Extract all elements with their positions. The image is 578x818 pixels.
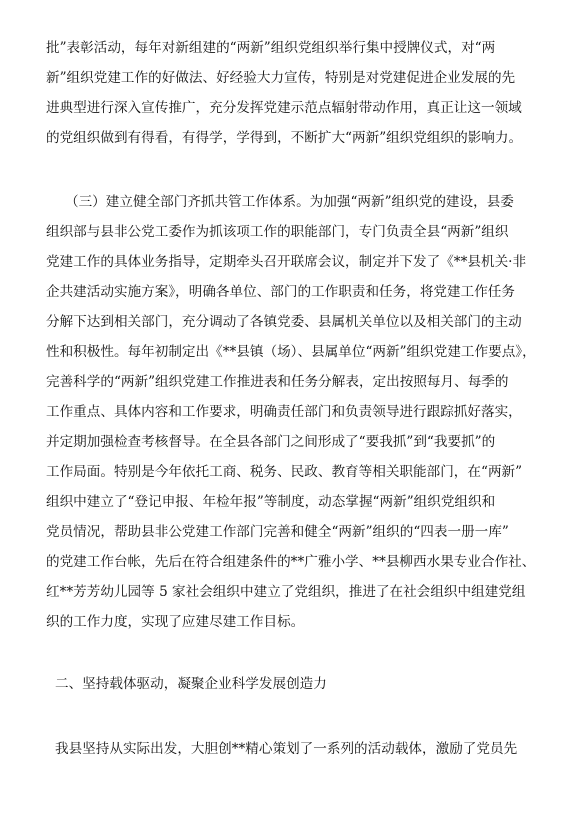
paragraph-line <box>0 95 578 121</box>
paragraph-line <box>0 309 578 335</box>
heading-text: 二、坚持载体驱动，凝聚企业科学发展创造力 <box>55 676 327 692</box>
text-line: 红**芳芳幼儿园等 5 家社会组织中建立了党组织，推进了在社会组织中组建党组 <box>46 584 526 600</box>
text-line: 党建工作的具体业务指导，定期牵头召开联席会议，制定并下发了《**县机关·非 <box>46 254 527 270</box>
text-line: 分解下达到相关部门，充分调动了各镇党委、县属机关单位以及相关部门的主动 <box>46 314 522 330</box>
text-line: 性和积极性。每年初制定出《**县镇（场）、县属单位“两新”组织党建工作要点》， <box>46 344 536 360</box>
text-line: 批”表彰活动，每年对新组建的“两新”组织党组织举行集中授牌仪式，对“两 <box>46 40 496 56</box>
text-line: 党员情况，帮助县非公党建工作部门完善和健全“两新”组织的“四表一册一库” <box>46 524 509 540</box>
paragraph-line <box>0 279 578 305</box>
paragraph-line <box>0 369 578 395</box>
text-line: 的党建工作台帐，先后在符合组建条件的**广雅小学、**县柳西水果专业合作社、 <box>46 554 536 570</box>
paragraph-line <box>0 65 578 91</box>
text-line: （三）建立健全部门齐抓共管工作体系。为加强“两新”组织党的建设，县委 <box>65 194 514 210</box>
text-line: 工作重点、具体内容和工作要求，明确责任部门和负责领导进行跟踪抓好落实， <box>46 404 522 420</box>
paragraph-line <box>0 249 578 275</box>
text-line: 的党组织做到有得看，有得学，学得到，不断扩大“两新”组织党组织的影响力。 <box>46 130 523 146</box>
text-line: 并定期加强检查考核督导。在全县各部门之间形成了“要我抓”到“我要抓”的 <box>46 434 496 450</box>
text-line: 企共建活动实施方案》，明确各单位、部门的工作职责和任务，将党建工作任务 <box>46 284 515 300</box>
text-line: 完善科学的“两新”组织党建工作推进表和任务分解表，定出按照每月、每季的 <box>46 374 509 390</box>
paragraph-line <box>0 35 578 61</box>
text-line: 工作局面。特别是今年依托工商、税务、民政、教育等相关职能部门，在“两新” <box>46 464 523 480</box>
paragraph-line <box>0 459 578 485</box>
paragraph-line <box>0 609 578 635</box>
paragraph-line <box>0 429 578 455</box>
paragraph-line <box>0 549 578 575</box>
text-line: 组织中建立了“登记申报、年检年报”等制度，动态掌握“两新”组织党组织和 <box>46 494 496 510</box>
paragraph-line <box>0 399 578 425</box>
text-line: 新”组织党建工作的好做法、好经验大力宣传，特别是对党建促进企业发展的先 <box>46 70 516 86</box>
text-line: 织的工作力度，实现了应建尽建工作目标。 <box>46 614 305 630</box>
paragraph-line <box>0 125 578 151</box>
text-line: 组织部与县非公党工委作为抓该项工作的职能部门，专门负责全县“两新”组织 <box>46 224 509 240</box>
section-heading <box>0 671 578 697</box>
paragraph-line <box>0 489 578 515</box>
paragraph-line <box>0 339 578 365</box>
paragraph-line <box>0 736 578 762</box>
paragraph-line <box>0 519 578 545</box>
paragraph-line <box>0 189 578 215</box>
paragraph-line <box>0 219 578 245</box>
text-line: 我县坚持从实际出发，大胆创**精心策划了一系列的活动载体，激励了党员先 <box>55 741 518 757</box>
text-line: 进典型进行深入宣传推广，充分发挥党建示范点辐射带动作用，真正让这一领域 <box>46 100 522 116</box>
paragraph-line <box>0 579 578 605</box>
